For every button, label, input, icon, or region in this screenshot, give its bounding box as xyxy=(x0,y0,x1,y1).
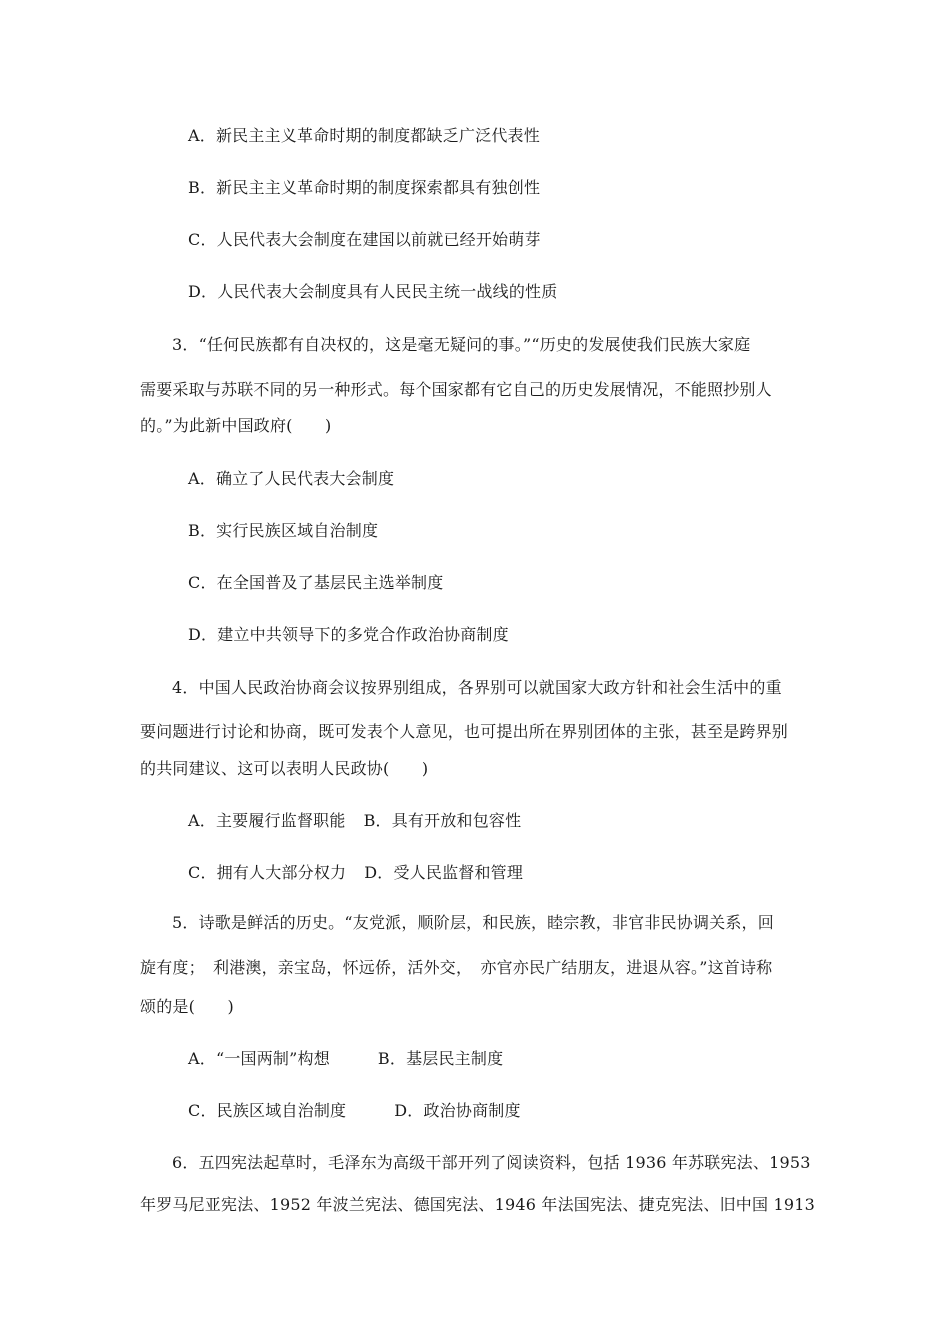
q4-option-a: A．主要履行监督职能 xyxy=(188,811,346,830)
q5-option-c: C．民族区域自治制度 xyxy=(188,1101,347,1120)
q3-stem-line-1: 3．“任何民族都有自决权的，这是毫无疑问的事。”“历史的发展使我们民族大家庭 xyxy=(172,335,751,354)
q4-options-row-2 xyxy=(188,865,523,881)
q2-option-d: D．人民代表大会制度具有人民民主统一战线的性质 xyxy=(188,282,558,301)
q2-option-c: C．人民代表大会制度在建国以前就已经开始萌芽 xyxy=(188,230,541,249)
q5-stem-line-3: 颂的是( ) xyxy=(140,997,234,1016)
q5-options-row-1 xyxy=(188,1051,503,1067)
q5-option-a: A．“一国两制”构想 xyxy=(188,1049,330,1068)
q3-stem-line-3: 的。”为此新中国政府( ) xyxy=(140,416,332,435)
q2-option-b: B．新民主主义革命时期的制度探索都具有独创性 xyxy=(188,178,541,197)
q5-option-b: B．基层民主制度 xyxy=(377,1049,504,1068)
q3-stem-line-2: 需要采取与苏联不同的另一种形式。每个国家都有它自己的历史发展情况，不能照抄别人 xyxy=(140,380,772,399)
q6-stem-line-1: 6．五四宪法起草时，毛泽东为高级干部开列了阅读资料，包括 1936 年苏联宪法、1953 xyxy=(172,1153,811,1172)
q3-option-b: B．实行民族区域自治制度 xyxy=(188,521,379,540)
q4-option-d: D．受人民监督和管理 xyxy=(364,863,524,882)
q5-stem-line-2: 旋有度； 利港澳，亲宝岛，怀远侨，活外交， 亦官亦民广结朋友，进退从容。”这首诗称 xyxy=(140,958,773,977)
q6-stem-line-2: 年罗马尼亚宪法、1952 年波兰宪法、德国宪法、1946 年法国宪法、捷克宪法、旧中国 1913 xyxy=(140,1195,816,1214)
q3-option-a: A．确立了人民代表大会制度 xyxy=(188,469,395,488)
q4-stem-line-3: 的共同建议、这可以表明人民政协( ) xyxy=(140,759,429,778)
q5-option-d: D．政治协商制度 xyxy=(394,1101,521,1120)
q3-option-c: C．在全国普及了基层民主选举制度 xyxy=(188,573,444,592)
q5-options-row-2 xyxy=(188,1103,521,1119)
q4-option-b: B．具有开放和包容性 xyxy=(363,811,522,830)
q4-stem-line-2: 要问题进行讨论和协商，既可发表个人意见，也可提出所在界别团体的主张，甚至是跨界别 xyxy=(140,722,789,741)
q4-stem-line-1: 4．中国人民政治协商会议按界别组成，各界别可以就国家大政方针和社会生活中的重 xyxy=(172,678,782,697)
q4-options-row-1 xyxy=(188,813,521,829)
q5-stem-line-1: 5．诗歌是鲜活的历史。“友党派，顺阶层，和民族，睦宗教，非官非民协调关系，回 xyxy=(172,913,774,932)
q2-option-a: A．新民主主义革命时期的制度都缺乏广泛代表性 xyxy=(188,126,540,145)
q3-option-d: D．建立中共领导下的多党合作政治协商制度 xyxy=(188,625,509,644)
q4-option-c: C．拥有人大部分权力 xyxy=(188,863,347,882)
